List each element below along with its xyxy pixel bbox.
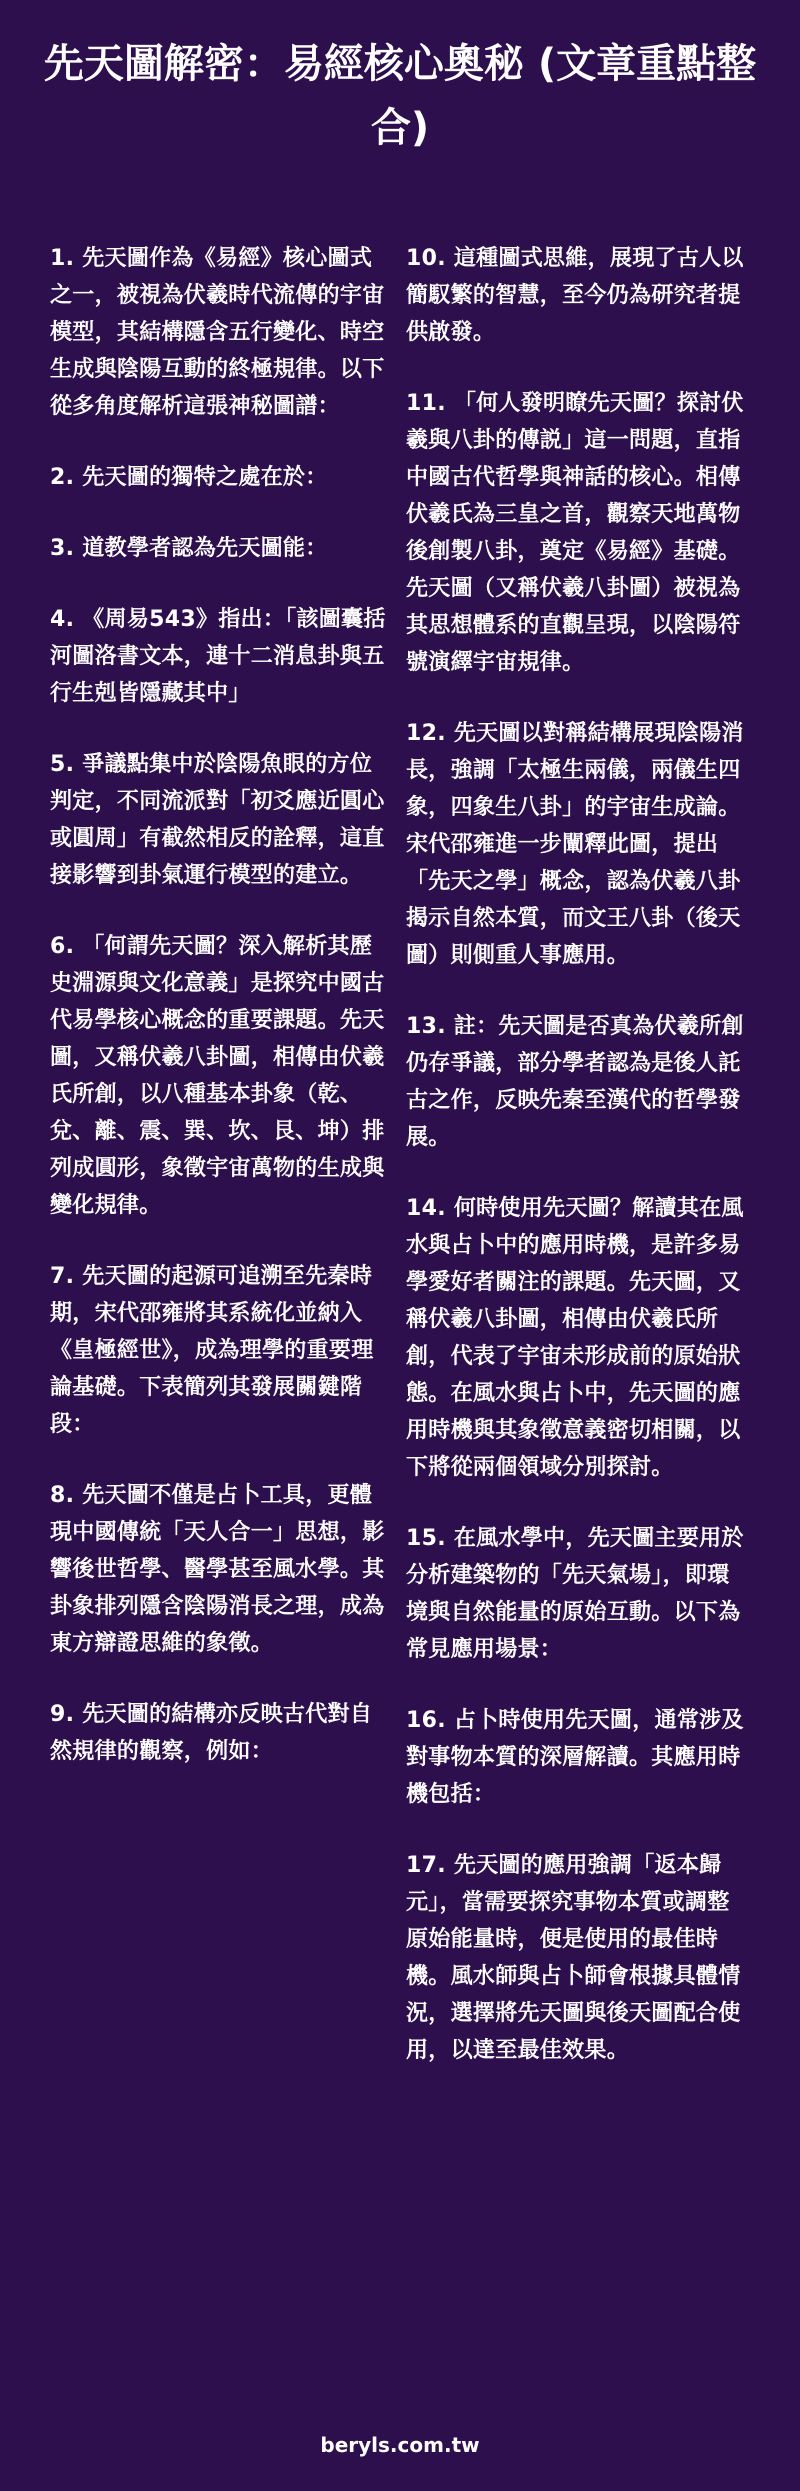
list-item: 2. 先天圖的獨特之處在於： xyxy=(50,465,328,490)
list-item: 12. 先天圖以對稱結構展現陰陽消長，強調「太極生兩儀，兩儀生四象，四象生八卦」的宇宙生成論。宋代邵雍進一步闡釋此圖，提出「先天之學」概念，認為伏羲八卦揭示自然本質，而文王八卦（後天圖）則側重人事應用。 xyxy=(406,721,744,968)
list-item: 1. 先天圖作為《易經》核心圖式之一，被視為伏羲時代流傳的宇宙模型，其結構隱含五行變化、時空生成與陰陽互動的終極規律。以下從多角度解析這張神秘圖譜： xyxy=(50,246,385,419)
content-area xyxy=(50,240,750,2103)
list-item: 14. 何時使用先天圖？解讀其在風水與占卜中的應用時機，是許多易學愛好者關注的課題。先天圖，又稱伏羲八卦圖，相傳由伏羲氏所創，代表了宇宙未形成前的原始狀態。在風水與占卜中，先天圖的應用時機與其象徵意義密切相關，以下將從兩個領域分別探討。 xyxy=(406,1196,744,1480)
site-footer: beryls.com.tw xyxy=(320,2433,480,2457)
list-item: 9. 先天圖的結構亦反映古代對自然規律的觀察，例如： xyxy=(50,1702,373,1764)
list-item: 13. 註：先天圖是否真為伏羲所創仍存爭議，部分學者認為是後人託古之作，反映先秦至漢代的哲學發展。 xyxy=(406,1014,744,1150)
page-title: 先天圖解密：易經核心奧秘 (文章重點整合) xyxy=(43,41,757,151)
list-item: 8. 先天圖不僅是占卜工具，更體現中國傳統「天人合一」思想，影響後世哲學、醫學甚至風水學。其卦象排列隱含陰陽消長之理，成為東方辯證思維的象徵。 xyxy=(50,1483,385,1656)
list-item: 4. 《周易543》指出：「該圖囊括河圖洛書文本，連十二消息卦與五行生剋皆隱藏其中」 xyxy=(50,607,386,706)
list-item: 5. 爭議點集中於陰陽魚眼的方位判定，不同流派對「初爻應近圓心或圓周」有截然相反的詮釋，這直接影響到卦氣運行模型的建立。 xyxy=(50,752,385,888)
list-item: 7. 先天圖的起源可追溯至先秦時期，宋代邵雍將其系統化並納入《皇極經世》，成為理學的重要理論基礎。下表簡列其發展關鍵階段： xyxy=(50,1264,374,1437)
right-column xyxy=(406,240,750,2103)
list-item: 16. 占卜時使用先天圖，通常涉及對事物本質的深層解讀。其應用時機包括： xyxy=(406,1708,744,1807)
list-item: 3. 道教學者認為先天圖能： xyxy=(50,536,328,561)
list-item: 15. 在風水學中，先天圖主要用於分析建築物的「先天氣場」，即環境與自然能量的原始互動。以下為常見應用場景： xyxy=(406,1526,744,1662)
left-column xyxy=(50,240,394,2103)
list-item: 17. 先天圖的應用強調「返本歸元」，當需要探究事物本質或調整原始能量時，便是使用的最佳時機。風水師與占卜師會根據具體情況，選擇將先天圖與後天圖配合使用，以達至最佳效果。 xyxy=(406,1853,741,2063)
list-item: 11. 「何人發明瞭先天圖？探討伏羲與八卦的傳説」這一問題，直指中國古代哲學與神話的核心。相傳伏羲氏為三皇之首，觀察天地萬物後創製八卦，奠定《易經》基礎。先天圖（又稱伏羲八卦圖）被視為其思想體系的直觀呈現，以陰陽符號演繹宇宙規律。 xyxy=(406,391,744,675)
list-item: 10. 這種圖式思維，展現了古人以簡馭繁的智慧，至今仍為研究者提供啟發。 xyxy=(406,246,744,345)
list-item: 6. 「何謂先天圖？深入解析其歷史淵源與文化意義」是探究中國古代易學核心概念的重要課題。先天圖，又稱伏羲八卦圖，相傳由伏羲氏所創，以八種基本卦象（乾、兌、離、震、巽、坎、艮、坤）排列成圓形，象徵宇宙萬物的生成與變化規律。 xyxy=(50,934,385,1218)
